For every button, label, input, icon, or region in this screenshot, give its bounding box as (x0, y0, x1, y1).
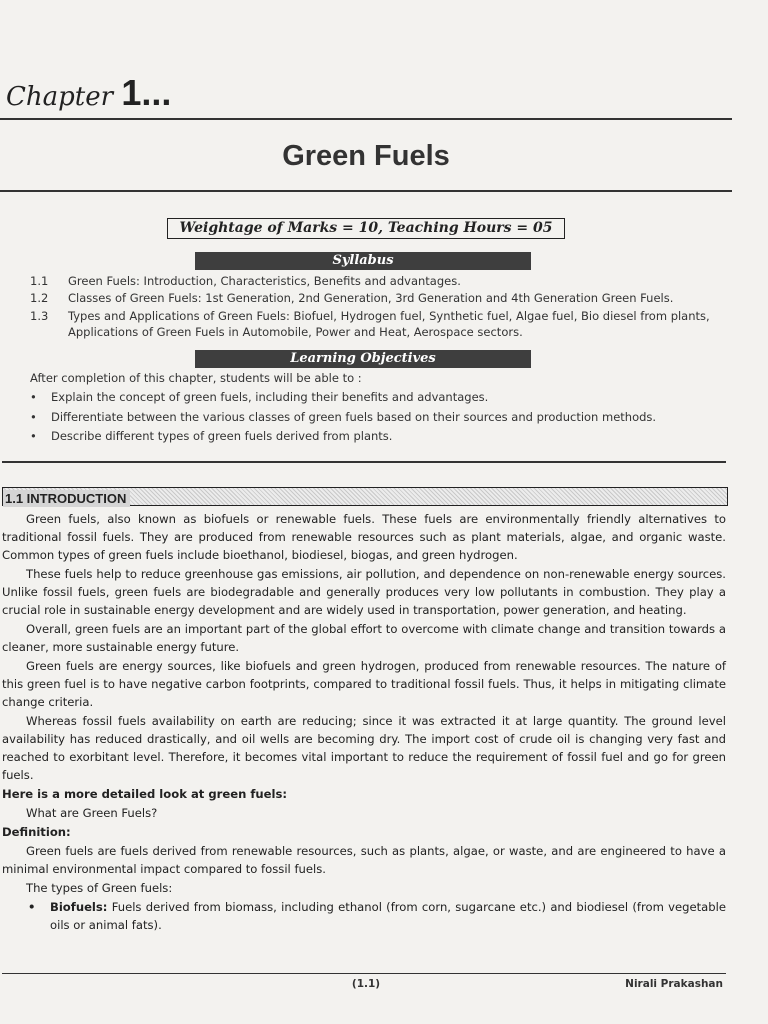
chapter-number: 1 (121, 72, 142, 113)
top-rule (0, 118, 732, 120)
page-title: Green Fuels (282, 140, 450, 172)
paragraph: Whereas fossil fuels availability on earth are reducing; since it was extracted it at large quantity. The ground level availability has reduced drastically, and oil wells are becoming dry. The import cost of crude oil is changing very fast and reached to exorbitant level. Therefore, it becomes vital important to reduce the requirement of fossil fuel and go for green fuels. (2, 714, 726, 782)
paragraph: Green fuels are energy sources, like biofuels and green hydrogen, produced from renewable resources. The nature of this green fuel is to have negative carbon footprints, compared to traditional fossil fuels. Thus, it helps in mitigating climate change criteria. (2, 659, 726, 709)
chapter-label (6, 72, 171, 114)
section-rule (2, 461, 726, 463)
syllabus-num: 1.1 (30, 274, 49, 288)
chapter-word: Chapter (6, 82, 114, 112)
weightage-box: Weightage of Marks = 10, Teaching Hours = 05 (167, 218, 565, 239)
paragraph: Green fuels, also known as biofuels or renewable fuels. These fuels are environmentally friendly alternatives to traditional fossil fuels. They are produced from renewable resources such as plant materials, algae, and organic waste. Common types of green fuels include bioethanol, biodiesel, biogas, and green hydrogen. (2, 512, 726, 562)
syllabus-text: Types and Applications of Green Fuels: Biofuel, Hydrogen fuel, Synthetic fuel, Algae fuel, Bio diesel from plants, Applications of Green Fuels in Automobile, Power and Heat, Aerospace sectors. (68, 309, 710, 339)
syllabus-num: 1.3 (30, 309, 49, 323)
page-number: (1.1) (351, 978, 381, 990)
publisher: Nirali Prakashan (625, 978, 723, 990)
biofuels-text: Fuels derived from biomass, including ethanol (from corn, sugarcane etc.) and biodiesel (from vegetable oils or animal fats). (50, 900, 726, 932)
syllabus-item (30, 273, 740, 289)
objective-item: • Describe different types of green fuels derived from plants. (30, 427, 656, 447)
detail-heading: Here is a more detailed look at green fuels: (2, 787, 288, 801)
definition-heading: Definition: (2, 825, 71, 839)
syllabus-item (30, 290, 740, 306)
objectives-heading: Learning Objectives (195, 350, 531, 368)
objective-item: • Differentiate between the various classes of green fuels based on their sources and production methods. (30, 408, 656, 428)
syllabus-text: Classes of Green Fuels: 1st Generation, 2nd Generation, 3rd Generation and 4th Generation Green Fuels. (68, 291, 674, 305)
syllabus-item (30, 308, 740, 340)
objective-item: • Explain the concept of green fuels, including their benefits and advantages. (30, 388, 656, 408)
paragraph: These fuels help to reduce greenhouse gas emissions, air pollution, and dependence on non-renewable energy sources. Unlike fossil fuels, green fuels are biodegradable and generally produces very low pollutants in combustion. They play a crucial role in sustainable energy development and are widely used in transportation, power generation, and heating. (2, 567, 726, 617)
footer-rule (2, 973, 726, 974)
syllabus-num: 1.2 (30, 291, 49, 305)
chapter-ellipsis: ... (141, 72, 172, 113)
syllabus-text: Green Fuels: Introduction, Characteristics, Benefits and advantages. (68, 274, 461, 288)
definition-text: Green fuels are fuels derived from renewable resources, such as plants, algae, or waste, and are engineered to have a minimal environmental impact compared to fossil fuels. (2, 844, 726, 876)
objectives-intro: After completion of this chapter, students will be able to : (30, 371, 362, 385)
question: What are Green Fuels? (26, 806, 158, 820)
section-body (2, 510, 726, 934)
syllabus-heading: Syllabus (195, 252, 531, 270)
biofuels-label: Biofuels: (50, 900, 108, 914)
paragraph: Overall, green fuels are an important part of the global effort to overcome with climate change and transition towards a cleaner, more sustainable energy future. (2, 622, 726, 654)
title-rule (0, 190, 732, 192)
objectives-list (30, 388, 656, 447)
section-heading-bar (2, 487, 728, 506)
types-intro: The types of Green fuels: (26, 881, 173, 895)
biofuels-item (2, 898, 726, 934)
section-heading: 1.1 INTRODUCTION (3, 490, 130, 507)
